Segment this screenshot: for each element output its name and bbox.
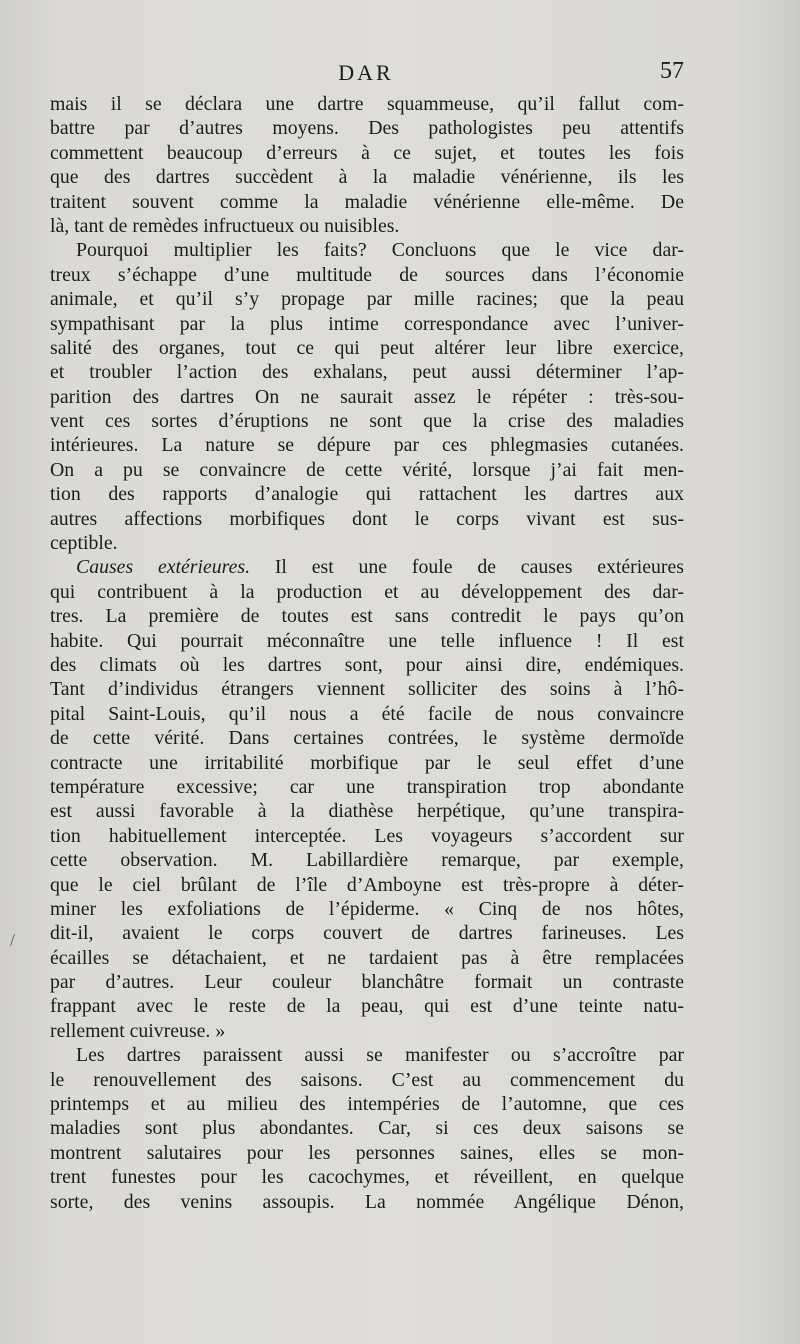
- text-line: de cette vérité. Dans certaines contrées, le système dermoïde: [50, 727, 684, 750]
- paragraph: [50, 238, 684, 555]
- text-line: et troubler l’action des exhalans, peut aussi déterminer l’ap-: [50, 361, 684, 384]
- text-line: printemps et au milieu des intempéries de l’automne, que ces: [50, 1093, 684, 1116]
- text-line: trent funestes pour les cacochymes, et réveillent, en quelque: [50, 1166, 684, 1189]
- text-line: écailles se détachaient, et ne tardaient pas à être remplacées: [50, 946, 684, 969]
- text-line: ceptible.: [50, 532, 118, 555]
- text-line: que des dartres succèdent à la maladie vénérienne, ils les: [50, 166, 684, 189]
- text-line: pital Saint-Louis, qu’il nous a été facile de nous convaincre: [50, 702, 684, 725]
- text-fragment: Il est une foule de causes extérieures: [250, 556, 684, 579]
- paragraph: [50, 92, 684, 238]
- text-line: qui contribuent à la production et au développement des dar-: [50, 580, 684, 603]
- text-line: le renouvellement des saisons. C’est au commencement du: [50, 1068, 684, 1091]
- text-line: traitent souvent comme la maladie vénérienne elle-même. De: [50, 190, 684, 213]
- text-line: animale, et qu’il s’y propage par mille racines; que la peau: [50, 288, 684, 311]
- paragraph: [50, 555, 684, 1043]
- text-line: habite. Qui pourrait méconnaître une telle influence ! Il est: [50, 629, 684, 652]
- margin-mark: /: [10, 930, 16, 950]
- text-line: intérieures. La nature se dépure par ces phlegmasies cutanées.: [50, 434, 684, 457]
- text-line: parition des dartres On ne saurait assez le répéter : très-sou-: [50, 385, 684, 408]
- text-line: [50, 555, 684, 579]
- text-line: Les dartres paraissent aussi se manifester ou s’accroître par: [76, 1044, 684, 1067]
- text-line: que le ciel brûlant de l’île d’Amboyne est très-propre à déter-: [50, 873, 684, 896]
- text-line: tion des rapports d’analogie qui rattachent les dartres aux: [50, 483, 684, 506]
- text-line: battre par d’autres moyens. Des pathologistes peu attentifs: [50, 117, 684, 140]
- text-line: température excessive; car une transpiration trop abondante: [50, 775, 684, 798]
- text-line: des climats où les dartres sont, pour ainsi dire, endémiques.: [50, 653, 684, 676]
- text-line: vent ces sortes d’éruptions ne sont que la crise des maladies: [50, 410, 684, 433]
- page-number: 57: [660, 58, 684, 84]
- text-line: maladies sont plus abondantes. Car, si ces deux saisons se: [50, 1117, 684, 1140]
- text-line: treux s’échappe d’une multitude de sources dans l’économie: [50, 263, 684, 286]
- text-line: miner les exfoliations de l’épiderme. « Cinq de nos hôtes,: [50, 897, 684, 920]
- text-line: commettent beaucoup d’erreurs à ce sujet, et toutes les fois: [50, 141, 684, 164]
- text-line: Pourquoi multiplier les faits? Concluons que le vice dar-: [76, 239, 684, 262]
- running-title: DAR: [338, 60, 394, 85]
- text-line: montrent salutaires pour les personnes saines, elles se mon-: [50, 1141, 684, 1164]
- running-head: [48, 56, 684, 96]
- text-line: par d’autres. Leur couleur blanchâtre formait un contraste: [50, 971, 684, 994]
- text-line: rellement cuivreuse. »: [50, 1019, 226, 1042]
- text-line: dit-il, avaient le corps couvert de dartres farineuses. Les: [50, 922, 684, 945]
- text-line: cette observation. M. Labillardière remarque, par exemple,: [50, 849, 684, 872]
- text-line: sorte, des venins assoupis. La nommée Angélique Dénon,: [50, 1190, 684, 1213]
- text-line: salité des organes, tout ce qui peut altérer leur libre exercice,: [50, 336, 684, 359]
- text-line: frappant avec le reste de la peau, qui est d’une teinte natu-: [50, 995, 684, 1018]
- paragraph: [50, 1043, 684, 1214]
- text-line: autres affections morbifiques dont le corps vivant est sus-: [50, 507, 684, 530]
- text-line: est aussi favorable à la diathèse herpétique, qu’une transpira-: [50, 800, 684, 823]
- text-line: sympathisant par la plus intime correspondance avec l’univer-: [50, 312, 684, 335]
- text-line: contracte une irritabilité morbifique par le seul effet d’une: [50, 751, 684, 774]
- text-line: tres. La première de toutes est sans contredit le pays qu’on: [50, 605, 684, 628]
- text-line: mais il se déclara une dartre squammeuse, qu’il fallut com-: [50, 93, 684, 115]
- text-line: tion habituellement interceptée. Les voyageurs s’accordent sur: [50, 824, 684, 847]
- text-line: Tant d’individus étrangers viennent solliciter des soins à l’hô-: [50, 678, 684, 701]
- body-text: [50, 92, 684, 1214]
- italic-heading: Causes extérieures.: [76, 556, 251, 579]
- text-line: là, tant de remèdes infructueux ou nuisibles.: [50, 214, 400, 237]
- text-line: On a pu se convaincre de cette vérité, lorsque j’ai fait men-: [50, 458, 684, 481]
